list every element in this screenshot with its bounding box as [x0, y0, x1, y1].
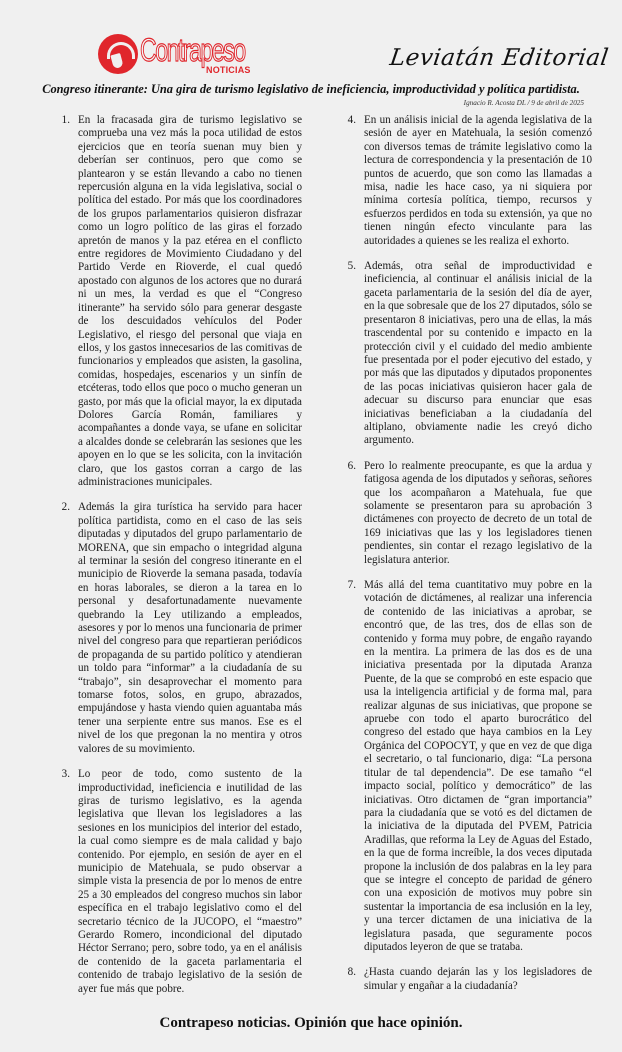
- item-text: Además, otra señal de improductividad e ineficiencia, al continuar el análisis inicial de la gaceta parlamentaria de la sesión del día de ayer, en la que sobresale que de los 27 diputados, sólo se presentaron 8 iniciativas, pero una de ellas, la más trascendental por su contenido e impacto en la protección civil y el cuidado del medio ambiente fue presentada por el poder ejecutivo del estado, y por más que las diputados y diputados proponentes de las pocas iniciativas quisieron hacer gala de adecuar su discurso para enunciar que esas iniciativas beneficiaban a la ciudadanía del altiplano, obviamente nadie les creyó dicho argumento.: [364, 260, 592, 447]
- list-item: [46, 114, 302, 489]
- item-number: 7.: [347, 579, 356, 591]
- list-item: [332, 260, 592, 448]
- article-body: [0, 114, 622, 1008]
- logo-wordmark: Contrapeso: [140, 32, 245, 68]
- item-number: 3.: [61, 768, 70, 781]
- item-number: 2.: [61, 501, 70, 514]
- list-item: [332, 966, 592, 993]
- article-byline: Ignacio R. Acosta DL / 9 de abril de 2025: [463, 99, 584, 107]
- list-item: [332, 460, 592, 567]
- brand-row: [0, 34, 622, 80]
- item-number: 1.: [61, 114, 70, 126]
- list-item: [332, 579, 592, 954]
- item-text: Lo peor de todo, como sustento de la improductividad, ineficiencia e inutilidad de las giras de turismo legislativo, es la agenda legislativa que llevan los legisladores a las sesiones en los municipios del interior del estado, la cual como siempre es de mala calidad y bajo contenido. Por ejemplo, en sesión de ayer en el municipio de Matehuala, se pudo observar a simple vista la presencia de por lo menos de entre 25 a 30 empleados del congreso muchos sin labor específica en el trabajo legislativo como el del secretario técnico de la JUCOPO, el “maestro” Gerardo Romero, incondicional del diputado Héctor Serrano; pero, sobre todo, ya en el análisis de contenido de la gaceta parlamentaria el contenido de trabajo legislativo de la sesión de ayer fue más que pobre.: [78, 768, 302, 995]
- item-number: 4.: [347, 114, 356, 126]
- list-item: [332, 114, 592, 248]
- item-text: ¿Hasta cuando dejarán las y los legisladores de simular y engañar a la ciudadanía?: [364, 966, 592, 992]
- logo-subtitle: NOTICIAS: [206, 65, 251, 75]
- item-text: Además la gira turística ha servido para hacer política partidista, como en el caso de las seis diputadas y diputados del grupo parlamentario de MORENA, que sin empacho o integridad alguna al terminar la sesión del congreso itinerante en el municipio de Rioverde la semana pasada, todavía en horas laborales, se dieron a la tarea en lo personal y desafortunadamente nuevamente quebrando la Ley utilizando a empleados, asesores y por lo menos una funcionaria de primer nivel del congreso para que repartieran periódicos de propaganda de su partido político y atendieran un toldo para “informar” a la ciudadanía de su “trabajo”, sin desaprovechar el momento para tomarse fotos, solos, en grupo, abrazados, empujándose y hasta viendo quien aguantaba más tener una serpiente entre sus manos. Ese es el nivel de los que pregonan la no mentira y otros valores de su movimiento.: [78, 501, 302, 755]
- contrapeso-logo: [98, 34, 268, 76]
- item-number: 8.: [347, 966, 356, 979]
- item-text: En la fracasada gira de turismo legislativo se comprueba una vez más la poca utilidad de estos ejercicios que en teoría suenan muy bien y deberían ser continuos, pero que como se plantearon y se están llevando a cabo no tienen repercusión alguna en la vida legislativa, social o política del estado. Por más que los coordinadores de los grupos parlamentarios quisieron disfrazar como un logro político de las giras el forzado apretón de manos y la paz etérea en el conflicto entre regidores de Movimiento Ciudadano y del Partido Verde en Rioverde, el cual quedó apostado con algunos de los actores que no durará ni un mes, la verdad es que el “Congreso itinerante” ha servido sólo para generar desgaste de los descuidados vehículos del Poder Legislativo, el riesgo del personal que viaja en ellos, y los gastos innecesarios de las comitivas de funcionarios y empleados que asisten, la gasolina, comidas, hospedajes, escenarios y un sinfín de etcéteras, todo ellos que poco o mucho generan un gasto, por más que la oficial mayor, la ex diputada Dolores García Román, familiares y acompañantes a donde vaya, se ufane en solicitar a alcaldes donde se celebrarán las sesiones que les apoyen en lo que se les solicita, con la invitación claro, que los gastos corran a cargo de las administraciones municipales.: [78, 114, 302, 488]
- footer-tagline: Contrapeso noticias. Opinión que hace opinión.: [159, 1015, 463, 1031]
- item-number: 5.: [347, 260, 356, 273]
- right-column: [332, 114, 592, 1005]
- contrapeso-logo-icon: [98, 34, 138, 74]
- item-text: Pero lo realmente preocupante, es que la ardua y fatigosa agenda de los diputados y señoras, señores que los acompañaron a Matehuala, fue que solamente se presentaron para su aprobación 3 dictámenes con proyecto de decreto de un total de 169 iniciativas que las y los legisladores tienen pendientes, sin contar el rezago legislativo de la legislatura anterior.: [364, 459, 592, 566]
- item-number: 6.: [347, 459, 356, 472]
- item-text: Más allá del tema cuantitativo muy pobre en la votación de dictámenes, al realizar una inferencia de contenido de las iniciativas a aprobar, se encontró que, de las tres, dos de ellas son de contenido y forma muy pobre, de engaño rayando en la mentira. La primera de las dos es de una iniciativa presentada por la diputada Aranza Puente, de la que se comprobó en este espacio que usa la inteligencia artificial y de forma mal, para realizar algunas de sus iniciativas, que propone se apruebe con todo el aparto burocrático del congreso del estado que haya cambios en la Ley Orgánica del COPOCYT, y que en vez de que diga el secretario, o tal funcionario, diga: “La persona titular de tal dependencia”. De ese tamaño “el impacto social, político y democrático” de las iniciativas. Otro dictamen de “gran importancia” para la ciudadanía que se votó es del dictamen de la iniciativa de la diputada del PVEM, Patricia Aradillas, que reforma la Ley de Aguas del Estado, en la que de forma increíble, la dos veces diputada propone la inclusión de dos palabras en la ley para que se integre el concepto de paridad de género con una exposición de motivos muy pobre sin sustentar la importancia de esa inclusión en la ley, y una tercer dictamen de una iniciativa de la legislatura pasada, que seguramente pocos diputados leyeron de que se trataba.: [364, 579, 592, 953]
- article-headline: Congreso itinerante: Una gira de turismo legislativo de ineficiencia, improductividad y política partidista.: [42, 82, 580, 96]
- left-column: [46, 114, 302, 1008]
- list-item: [46, 501, 302, 756]
- item-text: En un análisis inicial de la agenda legislativa de la sesión de ayer en Matehuala, la sesión comenzó con diversos temas de trámite legislativo como la lectura de correspondencia y la presentación de 10 puntos de acuerdo, que son como las llamadas a misa, nadie les hace caso, ya ni siquiera por mínima cortesía política, tiempo, recursos y esfuerzos perdidos en toda su extensión, ya que no tienen ningún efecto vinculante para las autoridades a quienes se les realiza el exhorto.: [364, 114, 592, 247]
- section-title: Leviatán Editorial: [387, 45, 610, 71]
- list-item: [46, 768, 302, 996]
- masthead: [0, 0, 622, 108]
